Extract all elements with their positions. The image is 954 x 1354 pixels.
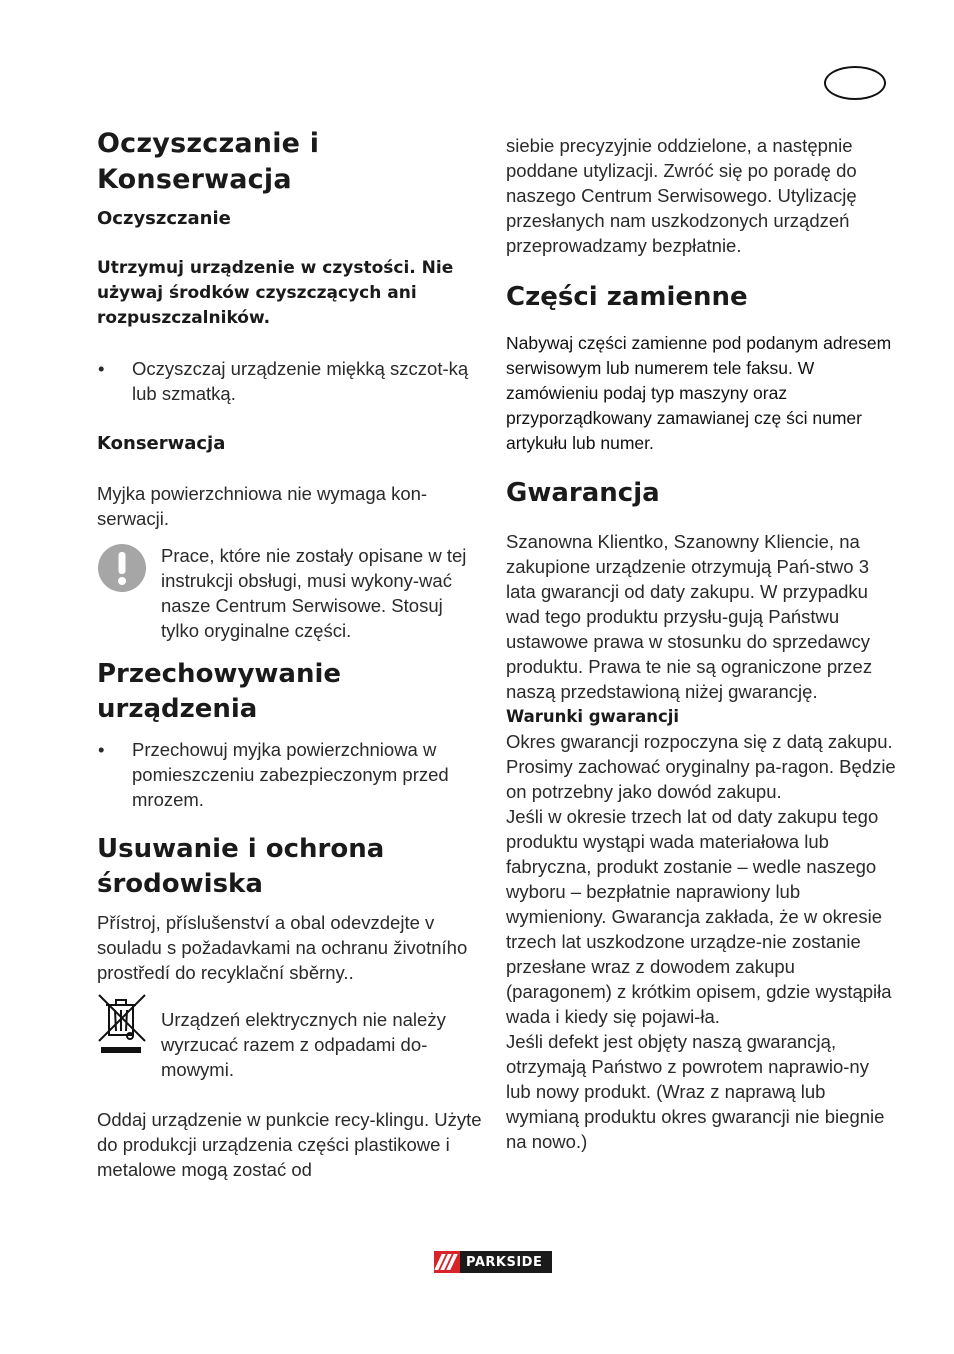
maintenance-text: Myjka powierzchniowa nie wymaga kon-serwacji.: [97, 483, 428, 529]
maintenance-subheading: Konserwacja: [97, 433, 226, 454]
spare-parts-title: Części zamienne: [506, 282, 748, 312]
cleaning-subheading: Oczyszczanie: [97, 208, 231, 229]
exclamation-icon: [97, 543, 147, 599]
warranty-conditions-subheading: Warunki gwarancji: [506, 707, 680, 726]
warranty-defect-text: Jeśli w okresie trzech lat od daty zakupu tego produktu wystąpi wada materiałowa lub fabryczna, produkt zostanie – wedle naszego wyboru – bezpłatnie naprawiony lub wymieniony. Gwarancja zakłada, że w okresie trzech lat uszkodzone urządze-nie zostanie przesłane wraz z dowodem zakupu (paragonem) z krótkim opisem, gdzie wystąpiła wada i kiedy się pojawi-ła.: [506, 806, 892, 1027]
bullet-icon: •: [98, 358, 105, 379]
left-column: [97, 126, 485, 1182]
weee-text: Urządzeń elektrycznych nie należy wyrzucać razem z odpadami do-mowymi.: [161, 1009, 446, 1080]
storage-bullet: [97, 737, 485, 812]
warranty-conditions-text: Okres gwarancji rozpoczyna się z datą zakupu. Prosimy zachować oryginalny pa-ragon. Będzie on potrzebny jako dowód zakupu.: [506, 731, 896, 802]
right-column: [506, 133, 896, 1154]
cleaning-warning: Utrzymuj urządzenie w czystości. Nie używaj środków czyszczących ani rozpuszczalników.: [97, 258, 454, 328]
cleaning-bullet-text: Oczyszczaj urządzenie miękką szczot-ką lub szmatką.: [132, 358, 469, 404]
storage-bullet-text: Przechowuj myjka powierzchniowa w pomieszczeniu zabezpieczonym przed mrozem.: [132, 739, 449, 810]
logo-brand-text: PARKSIDE: [460, 1251, 552, 1273]
environment-title: Usuwanie i ochrona środowiska: [97, 834, 385, 899]
recycle-text: Oddaj urządzenie w punkcie recy-klingu. Użyte do produkcji urządzenia części plastikowe i metalowe mogą zostać od: [97, 1109, 482, 1180]
cleaning-bullet: [97, 356, 485, 406]
warranty-intro: Szanowna Klientko, Szanowny Kliencie, na zakupione urządzenie otrzymują Pań-stwo 3 lata gwarancji od daty zakupu. W przypadku wad tego produktu przysłu-gują Państwu ustawowe prawa w stosunku do sprzedawcy produktu. Prawa te nie są ograniczone przez naszą przedstawioną niżej gwarancję.: [506, 531, 873, 702]
logo-stripes-icon: [434, 1254, 460, 1270]
environment-text: Přístroj, příslušenství a obal odevzdejte v souladu s požadavkami na ochranu životního prostředí do recyklační sběrny..: [97, 912, 468, 983]
recycle-text-continued: siebie precyzyjnie oddzielone, a następnie poddane utylizacji. Zwróć się po poradę do naszego Centrum Serwisowego. Utylizację przesłanych nam uszkodzonych urządzeń przeprowadzamy bezpłatnie.: [506, 135, 857, 256]
weee-notice: [97, 1007, 485, 1097]
spare-parts-text: Nabywaj części zamienne pod podanym adresem serwisowym lub numerem tele faksu. W zamówieniu podaj typ maszyny oraz przyporządkowany zamawianej czę ści numer artykułu lub numer.: [506, 333, 892, 453]
notice-text: Prace, które nie zostały opisane w tej instrukcji obsługi, musi wykony-wać nasze Centrum Serwisowe. Stosuj tylko oryginalne części.: [161, 545, 467, 641]
storage-title: Przechowywanie urządzenia: [97, 659, 342, 724]
parkside-logo: [434, 1251, 552, 1273]
bullet-icon: •: [98, 739, 105, 760]
warranty-return-text: Jeśli defekt jest objęty naszą gwarancją, otrzymają Państwo z powrotem naprawio-ny lub nowy produkt. (Wraz z naprawą lub wymianą produktu okres gwarancji nie biegnie na nowo.): [506, 1031, 885, 1152]
warranty-title: Gwarancja: [506, 478, 660, 508]
language-badge: [824, 66, 886, 100]
cleaning-title: Oczyszczanie i Konserwacja: [97, 128, 320, 195]
service-notice: [97, 543, 485, 643]
crossed-bin-icon: [97, 993, 147, 1063]
